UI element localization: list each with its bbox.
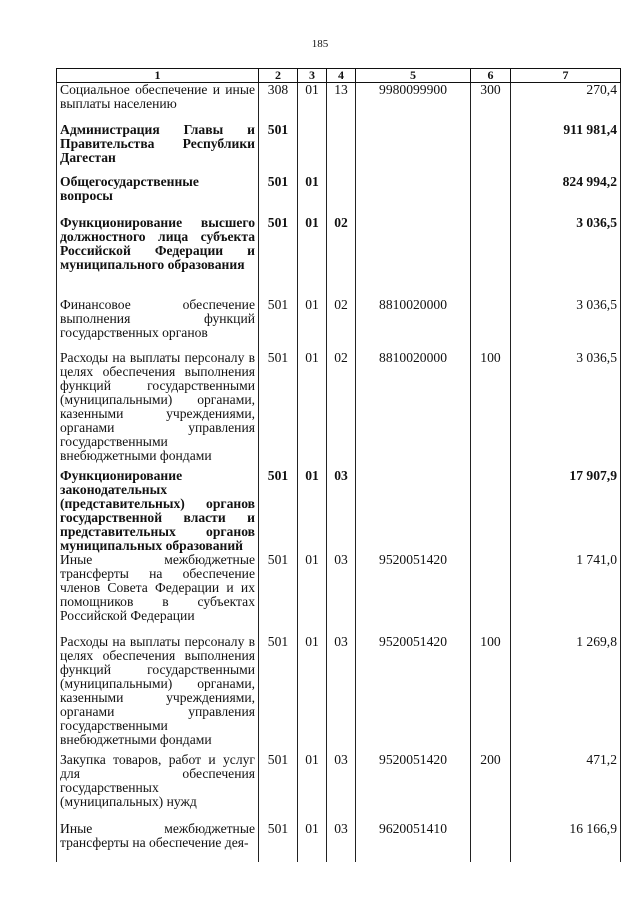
- row-code-3: 01: [298, 469, 327, 553]
- row-code-5: 9620051410: [356, 822, 471, 862]
- row-code-4: 03: [327, 635, 356, 753]
- row-amount: 3 036,5: [511, 298, 621, 351]
- row-code-5: 9980099900: [356, 83, 471, 123]
- row-amount: 1 741,0: [511, 553, 621, 635]
- row-code-4: 02: [327, 351, 356, 469]
- row-code-6: [471, 469, 511, 553]
- row-code-6: 100: [471, 351, 511, 469]
- table-row: [57, 123, 621, 175]
- row-code-3: 01: [298, 553, 327, 635]
- row-code-3: 01: [298, 298, 327, 351]
- row-code-5: 9520051420: [356, 635, 471, 753]
- row-code-2: 501: [259, 753, 298, 822]
- row-code-3: 01: [298, 175, 327, 216]
- row-code-4: 03: [327, 553, 356, 635]
- row-amount: 1 269,8: [511, 635, 621, 753]
- row-code-2: 501: [259, 351, 298, 469]
- row-name: Иные межбюджетные трансферты на обеспечение членов Совета Федерации и их помощников в субъектах Российской Федерации: [57, 553, 259, 635]
- row-code-2: 501: [259, 469, 298, 553]
- row-name: Расходы на выплаты персоналу в целях обеспечения выполнения функций государственными (муниципальными) органами, казенными учреждениями, органами управления государственными внебюджетными фондами: [57, 351, 259, 469]
- row-code-2: 501: [259, 123, 298, 175]
- table-row: [57, 216, 621, 298]
- row-code-3: 01: [298, 822, 327, 862]
- row-code-3: 01: [298, 753, 327, 822]
- row-code-5: 9520051420: [356, 553, 471, 635]
- row-code-4: 13: [327, 83, 356, 123]
- row-name: Закупка товаров, работ и услуг для обеспечения государственных (муниципальных) нужд: [57, 753, 259, 822]
- row-code-2: 501: [259, 298, 298, 351]
- row-code-4: [327, 175, 356, 216]
- row-code-2: 501: [259, 175, 298, 216]
- row-amount: 17 907,9: [511, 469, 621, 553]
- row-amount: 3 036,5: [511, 351, 621, 469]
- row-code-4: [327, 123, 356, 175]
- table-row: [57, 83, 621, 123]
- row-code-3: 01: [298, 635, 327, 753]
- row-code-4: 03: [327, 469, 356, 553]
- column-header: 4: [327, 69, 356, 83]
- row-code-3: 01: [298, 216, 327, 298]
- column-header: 5: [356, 69, 471, 83]
- row-code-6: [471, 216, 511, 298]
- row-code-4: 02: [327, 216, 356, 298]
- row-code-5: 9520051420: [356, 753, 471, 822]
- row-code-6: [471, 822, 511, 862]
- row-amount: 3 036,5: [511, 216, 621, 298]
- row-amount: 270,4: [511, 83, 621, 123]
- row-code-5: [356, 469, 471, 553]
- table-row: [57, 298, 621, 351]
- row-name: Общегосударственные вопросы: [57, 175, 259, 216]
- row-code-4: 02: [327, 298, 356, 351]
- row-code-2: 501: [259, 635, 298, 753]
- budget-table: [56, 68, 621, 862]
- table-row: [57, 753, 621, 822]
- row-code-6: 300: [471, 83, 511, 123]
- row-code-6: 100: [471, 635, 511, 753]
- table-row: [57, 469, 621, 553]
- table-row: [57, 175, 621, 216]
- header-row: [57, 69, 621, 83]
- column-header: 6: [471, 69, 511, 83]
- row-code-4: 03: [327, 822, 356, 862]
- row-name: Администрация Главы и Правительства Республики Дагестан: [57, 123, 259, 175]
- row-name: Функционирование высшего должностного лица субъекта Российской Федерации и муниципального образования: [57, 216, 259, 298]
- row-code-3: 01: [298, 351, 327, 469]
- row-code-6: [471, 553, 511, 635]
- table-row: [57, 635, 621, 753]
- row-amount: 911 981,4: [511, 123, 621, 175]
- row-amount: 824 994,2: [511, 175, 621, 216]
- column-header: 7: [511, 69, 621, 83]
- row-code-2: 501: [259, 553, 298, 635]
- row-code-2: 501: [259, 822, 298, 862]
- row-code-5: [356, 175, 471, 216]
- row-code-6: 200: [471, 753, 511, 822]
- column-header: 1: [57, 69, 259, 83]
- row-code-5: 8810020000: [356, 351, 471, 469]
- row-name: Иные межбюджетные трансферты на обеспечение дея-: [57, 822, 259, 862]
- row-amount: 471,2: [511, 753, 621, 822]
- row-code-2: 501: [259, 216, 298, 298]
- row-code-6: [471, 123, 511, 175]
- row-code-5: 8810020000: [356, 298, 471, 351]
- row-code-2: 308: [259, 83, 298, 123]
- row-code-5: [356, 123, 471, 175]
- row-name: Расходы на выплаты персоналу в целях обеспечения выполнения функций государственными (муниципальными) органами, казенными учреждениями, органами управления государственными внебюджетными фондами: [57, 635, 259, 753]
- row-amount: 16 166,9: [511, 822, 621, 862]
- table-row: [57, 351, 621, 469]
- page-number: 185: [311, 38, 329, 50]
- row-code-6: [471, 298, 511, 351]
- row-name: Функционирование законодательных (представительных) органов государственной власти и представительных органов муниципальных образований: [57, 469, 259, 553]
- row-name: Социальное обеспечение и иные выплаты населению: [57, 83, 259, 123]
- row-code-3: 01: [298, 83, 327, 123]
- column-header: 2: [259, 69, 298, 83]
- row-code-5: [356, 216, 471, 298]
- column-header: 3: [298, 69, 327, 83]
- row-code-4: 03: [327, 753, 356, 822]
- row-code-3: [298, 123, 327, 175]
- table-row: [57, 822, 621, 862]
- row-name: Финансовое обеспечение выполнения функций государственных органов: [57, 298, 259, 351]
- table-row: [57, 553, 621, 635]
- row-code-6: [471, 175, 511, 216]
